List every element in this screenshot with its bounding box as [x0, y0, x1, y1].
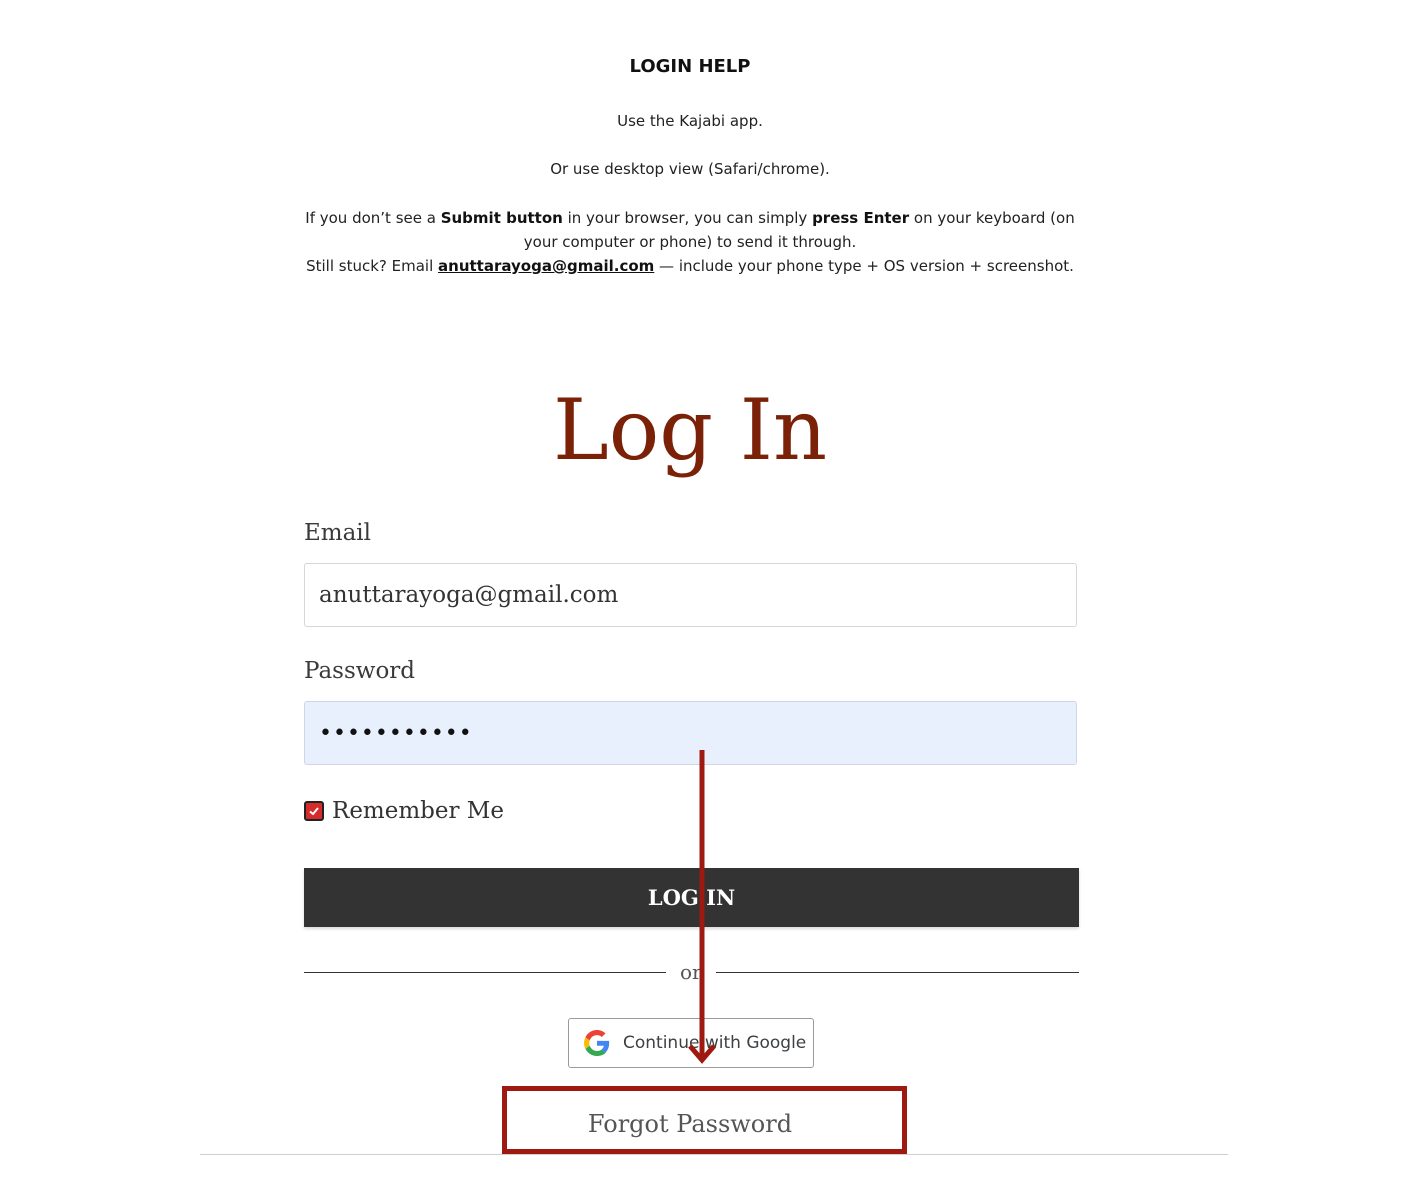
password-field[interactable]: •••••••••••	[304, 701, 1077, 765]
forgot-password-link[interactable]: Forgot Password	[587, 1110, 793, 1138]
support-email-link[interactable]: anuttarayoga@gmail.com	[438, 257, 655, 275]
divider-line-right	[716, 972, 1079, 973]
help-para-text: on your keyboard (on your computer or phone) to send it through.	[523, 209, 1075, 251]
help-desktop-view-text: Or use desktop view (Safari/chrome).	[550, 160, 830, 178]
login-help-title: LOGIN HELP	[629, 56, 751, 77]
email-label: Email	[304, 520, 372, 546]
help-para-text: If you don’t see a	[305, 209, 441, 227]
help-kajabi-app-text: Use the Kajabi app.	[617, 112, 763, 130]
remember-me-checkbox[interactable]	[304, 801, 324, 821]
help-para-text: in your browser, you can simply	[562, 209, 813, 227]
forgot-password-highlight-box	[502, 1086, 907, 1154]
bottom-divider	[200, 1154, 1228, 1155]
remember-me-row[interactable]	[304, 798, 504, 824]
help-submit-bold: Submit button	[440, 209, 563, 227]
help-stuck-text: — include your phone type + OS version + screenshot.	[654, 257, 1074, 275]
or-divider	[304, 960, 1079, 986]
page-title: Log In	[552, 381, 828, 479]
continue-with-google-button[interactable]	[568, 1018, 814, 1068]
help-stuck-text: Still stuck? Email	[306, 257, 439, 275]
email-field[interactable]: anuttarayoga@gmail.com	[304, 563, 1077, 627]
login-button[interactable]: LOG IN	[304, 868, 1079, 927]
help-paragraph	[305, 206, 1075, 278]
help-press-enter-bold: press Enter	[812, 209, 910, 227]
remember-me-label: Remember Me	[332, 798, 504, 824]
google-logo-icon	[584, 1030, 610, 1056]
google-button-label: Continue with Google	[623, 1033, 807, 1053]
checkmark-icon	[308, 805, 320, 817]
password-label: Password	[304, 658, 416, 684]
or-text: or	[680, 960, 702, 984]
divider-line-left	[304, 972, 666, 973]
